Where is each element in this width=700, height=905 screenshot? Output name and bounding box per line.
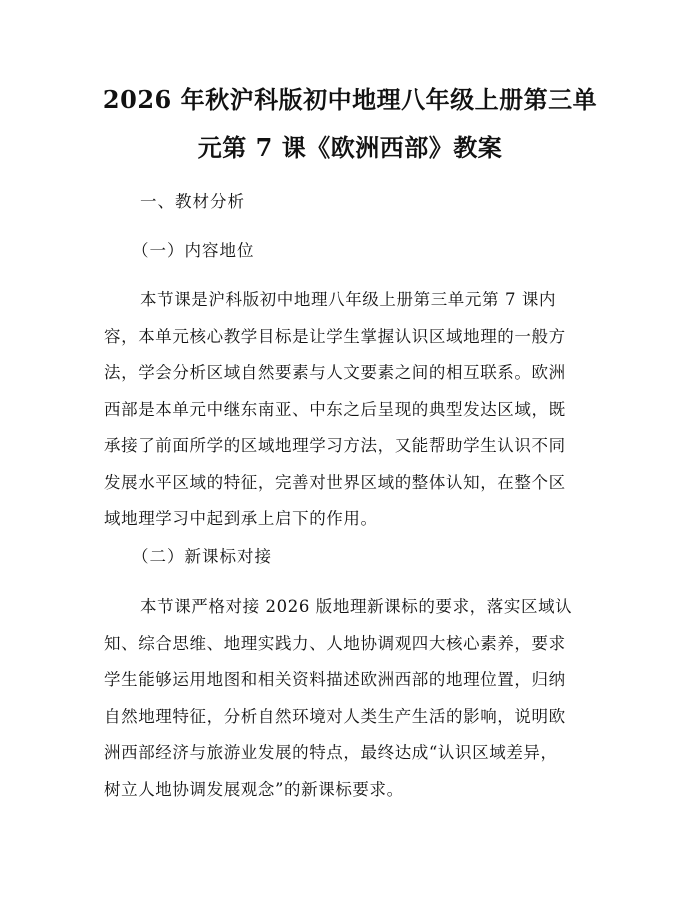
paragraph-line: 承接了前面所学的区域地理学习方法，又能帮助学生认识不同: [104, 436, 566, 455]
paragraph-line: 自然地理特征，分析自然环境对人类生产生活的影响，说明欧: [104, 706, 566, 726]
paragraph-line: 树立人地协调发展观念”的新课标要求。: [104, 779, 404, 799]
subsection-heading-content-position: （一）内容地位: [132, 241, 255, 260]
paragraph-line: 域地理学习中起到承上启下的作用。: [104, 509, 378, 528]
paragraph-content-position: [104, 282, 604, 538]
paragraph-line: 法，学会分析区域自然要素与人文要素之间的相互联系。欧洲: [104, 363, 566, 382]
title-line-1: 2026 年秋沪科版初中地理八年级上册第三单: [102, 85, 598, 114]
subsection-heading-new-curriculum-alignment: （二）新课标对接: [132, 547, 272, 566]
paragraph-line: 本节课严格对接 2026 版地理新课标的要求，落实区域认: [140, 597, 573, 616]
paragraph-line: 西部是本单元中继东南亚、中东之后呈现的典型发达区域，既: [104, 399, 566, 419]
paragraph-new-curriculum-alignment: [104, 589, 604, 808]
paragraph-line: 容，本单元核心教学目标是让学生掌握认识区域地理的一般方: [104, 326, 566, 346]
paragraph-line: 本节课是沪科版初中地理八年级上册第三单元第 7 课内: [140, 290, 557, 309]
paragraph-line: 发展水平区域的特征，完善对世界区域的整体认知，在整个区: [104, 472, 566, 492]
paragraph-line: 学生能够运用地图和相关资料描述欧洲西部的地理位置，归纳: [104, 670, 566, 689]
section-heading-teaching-material-analysis: 一、教材分析: [140, 192, 245, 211]
paragraph-line: 知、综合思维、地理实践力、人地协调观四大核心素养，要求: [104, 633, 566, 653]
title-line-2: 元第 7 课《欧洲西部》教案: [197, 133, 503, 162]
document-title: [96, 76, 604, 172]
paragraph-line: 洲西部经济与旅游业发展的特点，最终达成“认识区域差异，: [104, 743, 558, 762]
